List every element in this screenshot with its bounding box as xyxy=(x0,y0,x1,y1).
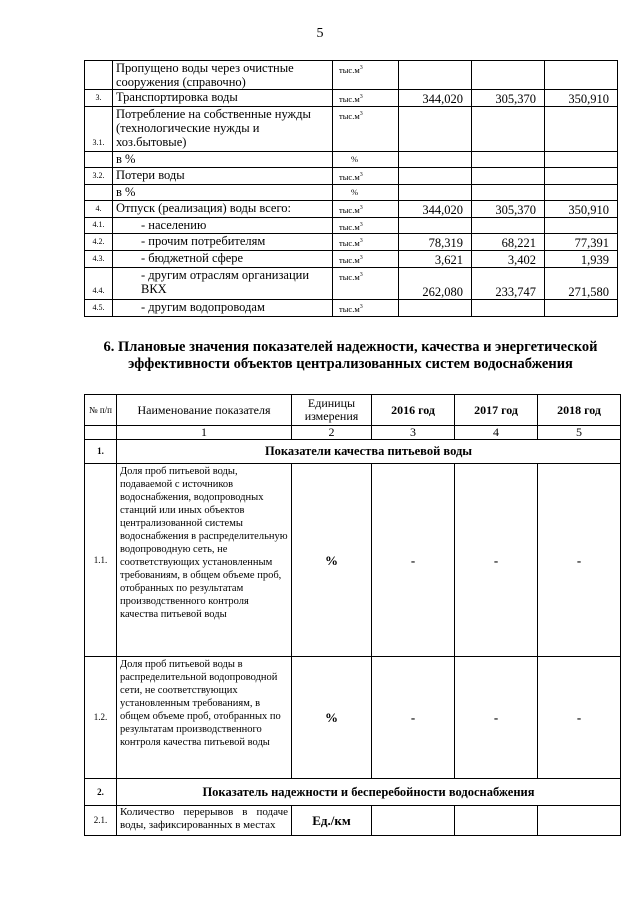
row-label: - населению xyxy=(113,217,333,234)
section-heading: 6. Плановые значения показателей надежности, качества и энергетической эффективности объектов централизованных систем водоснабжения xyxy=(103,339,598,372)
indicator-name: Доля проб питьевой воды, подаваемой с источников водоснабжения, водопроводных станций или иных объектов централизованной системы водоснабжения в распределительную водопроводную сеть, не соответствующих установленным требованиям, в общем объеме проб, отобранных по результатам производственного контроля качества питьевой воды xyxy=(117,464,292,657)
row-num: 4.2. xyxy=(85,234,113,251)
value-2018: - xyxy=(538,657,621,779)
unit-power: 3 xyxy=(359,221,363,228)
water-balance-table xyxy=(84,60,618,317)
unit-text: тыс.м xyxy=(339,238,360,249)
table-row xyxy=(85,234,618,251)
value-2018 xyxy=(545,151,618,167)
row-unit xyxy=(333,167,399,184)
value-2017 xyxy=(472,167,545,184)
section-num: 2. xyxy=(85,779,117,806)
row-num xyxy=(85,184,113,200)
row-num: 1.1. xyxy=(85,464,117,657)
section-title: Показатель надежности и бесперебойности водоснабжения xyxy=(117,779,621,806)
row-unit xyxy=(333,61,399,90)
header-2017: 2017 год xyxy=(455,395,538,426)
value-2017 xyxy=(472,184,545,200)
row-unit xyxy=(333,217,399,234)
value-2017 xyxy=(472,300,545,317)
table-row xyxy=(85,106,618,151)
unit-power: 3 xyxy=(359,171,363,178)
indicator-unit: % xyxy=(292,657,372,779)
row-unit xyxy=(333,234,399,251)
page-number: 5 xyxy=(316,26,324,41)
row-num: 3. xyxy=(85,90,113,107)
table-row xyxy=(85,806,621,836)
row-label: - бюджетной сфере xyxy=(113,251,333,268)
row-label: Потребление на собственные нужды (технологические нужды и хоз.бытовые) xyxy=(113,106,333,151)
value-2017: - xyxy=(455,657,538,779)
header-row xyxy=(85,395,621,426)
row-unit xyxy=(333,268,399,300)
table-row xyxy=(85,251,618,268)
table-row xyxy=(85,61,618,90)
header-2016: 2016 год xyxy=(372,395,455,426)
row-num: 4. xyxy=(85,200,113,217)
value-2016 xyxy=(399,184,472,200)
unit-text: тыс.м xyxy=(339,204,360,215)
unit-power: 3 xyxy=(359,272,363,279)
value-2016: 262,080 xyxy=(399,268,472,300)
col-number: 1 xyxy=(117,426,292,440)
unit-text: тыс.м xyxy=(339,255,360,266)
indicators-table xyxy=(84,394,621,836)
value-2017: - xyxy=(455,464,538,657)
value-2017: 233,747 xyxy=(472,268,545,300)
row-label: - другим отраслям организации ВКХ xyxy=(113,268,333,300)
row-num: 4.5. xyxy=(85,300,113,317)
value-2018: 350,910 xyxy=(545,200,618,217)
row-label: Пропущено воды через очистные сооружения (справочно) xyxy=(113,61,333,90)
value-2018 xyxy=(545,300,618,317)
value-2017: 68,221 xyxy=(472,234,545,251)
row-unit xyxy=(333,106,399,151)
value-2017: 3,402 xyxy=(472,251,545,268)
indicator-name: Количество перерывов в подаче воды, зафиксированных в местах xyxy=(117,806,292,836)
table-row xyxy=(85,300,618,317)
row-label: Потери воды xyxy=(113,167,333,184)
unit-power: 3 xyxy=(359,110,363,117)
value-2018: - xyxy=(538,464,621,657)
row-unit: % xyxy=(333,151,399,167)
col-number: 5 xyxy=(538,426,621,440)
value-2016 xyxy=(399,167,472,184)
table-row xyxy=(85,268,618,300)
value-2016 xyxy=(372,806,455,836)
value-2018: 1,939 xyxy=(545,251,618,268)
unit-power: 3 xyxy=(359,65,363,71)
table-row xyxy=(85,657,621,779)
section-row xyxy=(85,440,621,464)
table-row xyxy=(85,217,618,234)
unit-text: тыс.м xyxy=(339,171,360,182)
row-unit xyxy=(333,300,399,317)
column-number-row xyxy=(85,426,621,440)
value-2018 xyxy=(545,167,618,184)
value-2017 xyxy=(455,806,538,836)
header-2018: 2018 год xyxy=(538,395,621,426)
value-2018: 77,391 xyxy=(545,234,618,251)
row-unit xyxy=(333,200,399,217)
section-title: Показатели качества питьевой воды xyxy=(117,440,621,464)
value-2016: 78,319 xyxy=(399,234,472,251)
unit-text: тыс.м xyxy=(339,221,360,232)
value-2017 xyxy=(472,217,545,234)
indicator-name: Доля проб питьевой воды в распределительной водопроводной сети, не соответствующих установленным требованиям, в общем объеме проб, отобранных по результатам производственного контроля качества питьевой воды xyxy=(117,657,292,779)
value-2016 xyxy=(399,106,472,151)
value-2017 xyxy=(472,61,545,90)
row-label: Транспортировка воды xyxy=(113,90,333,107)
row-unit xyxy=(333,251,399,268)
row-num: 4.3. xyxy=(85,251,113,268)
row-num xyxy=(85,61,113,90)
row-num: 4.1. xyxy=(85,217,113,234)
table-row xyxy=(85,464,621,657)
value-2018 xyxy=(545,217,618,234)
row-label: Отпуск (реализация) воды всего: xyxy=(113,200,333,217)
value-2016 xyxy=(399,61,472,90)
value-2017 xyxy=(472,151,545,167)
indicator-unit: Ед./км xyxy=(292,806,372,836)
row-unit: % xyxy=(333,184,399,200)
col-number: 2 xyxy=(292,426,372,440)
row-num: 3.1. xyxy=(85,106,113,151)
col-number: 3 xyxy=(372,426,455,440)
value-2018 xyxy=(545,61,618,90)
row-num: 4.4. xyxy=(85,268,113,300)
indicator-unit: % xyxy=(292,464,372,657)
value-2016 xyxy=(399,151,472,167)
value-2018 xyxy=(545,184,618,200)
value-2016: 344,020 xyxy=(399,90,472,107)
row-label: в % xyxy=(113,151,333,167)
unit-text: тыс.м xyxy=(339,303,360,314)
table-row xyxy=(85,167,618,184)
unit-power: 3 xyxy=(359,94,363,100)
value-2016: - xyxy=(372,464,455,657)
row-label: - прочим потребителям xyxy=(113,234,333,251)
row-label: в % xyxy=(113,184,333,200)
value-2018: 271,580 xyxy=(545,268,618,300)
header-unit: Единицы измерения xyxy=(292,395,372,426)
value-2018: 350,910 xyxy=(545,90,618,107)
row-num: 2.1. xyxy=(85,806,117,836)
row-num xyxy=(85,151,113,167)
table-row xyxy=(85,151,618,167)
value-2017: 305,370 xyxy=(472,200,545,217)
col-number: 4 xyxy=(455,426,538,440)
value-2016: 344,020 xyxy=(399,200,472,217)
value-2017 xyxy=(472,106,545,151)
unit-power: 3 xyxy=(359,255,363,262)
section-row xyxy=(85,779,621,806)
value-2017: 305,370 xyxy=(472,90,545,107)
header-name: Наименование показателя xyxy=(117,395,292,426)
section-num: 1. xyxy=(85,440,117,464)
value-2016: 3,621 xyxy=(399,251,472,268)
header-num: № п/п xyxy=(85,395,117,426)
value-2016 xyxy=(399,300,472,317)
table-row xyxy=(85,90,618,107)
value-2018 xyxy=(545,106,618,151)
unit-text: тыс.м xyxy=(339,271,360,282)
value-2016 xyxy=(399,217,472,234)
row-unit xyxy=(333,90,399,107)
value-2018 xyxy=(538,806,621,836)
value-2016: - xyxy=(372,657,455,779)
unit-text: тыс.м xyxy=(339,110,360,121)
row-num: 3.2. xyxy=(85,167,113,184)
table-row xyxy=(85,200,618,217)
row-num: 1.2. xyxy=(85,657,117,779)
unit-text: тыс.м xyxy=(339,93,360,104)
row-label: - другим водопроводам xyxy=(113,300,333,317)
unit-power: 3 xyxy=(359,304,363,311)
unit-text: тыс.м xyxy=(339,64,360,75)
unit-power: 3 xyxy=(359,238,363,245)
unit-power: 3 xyxy=(359,204,363,211)
table-row xyxy=(85,184,618,200)
